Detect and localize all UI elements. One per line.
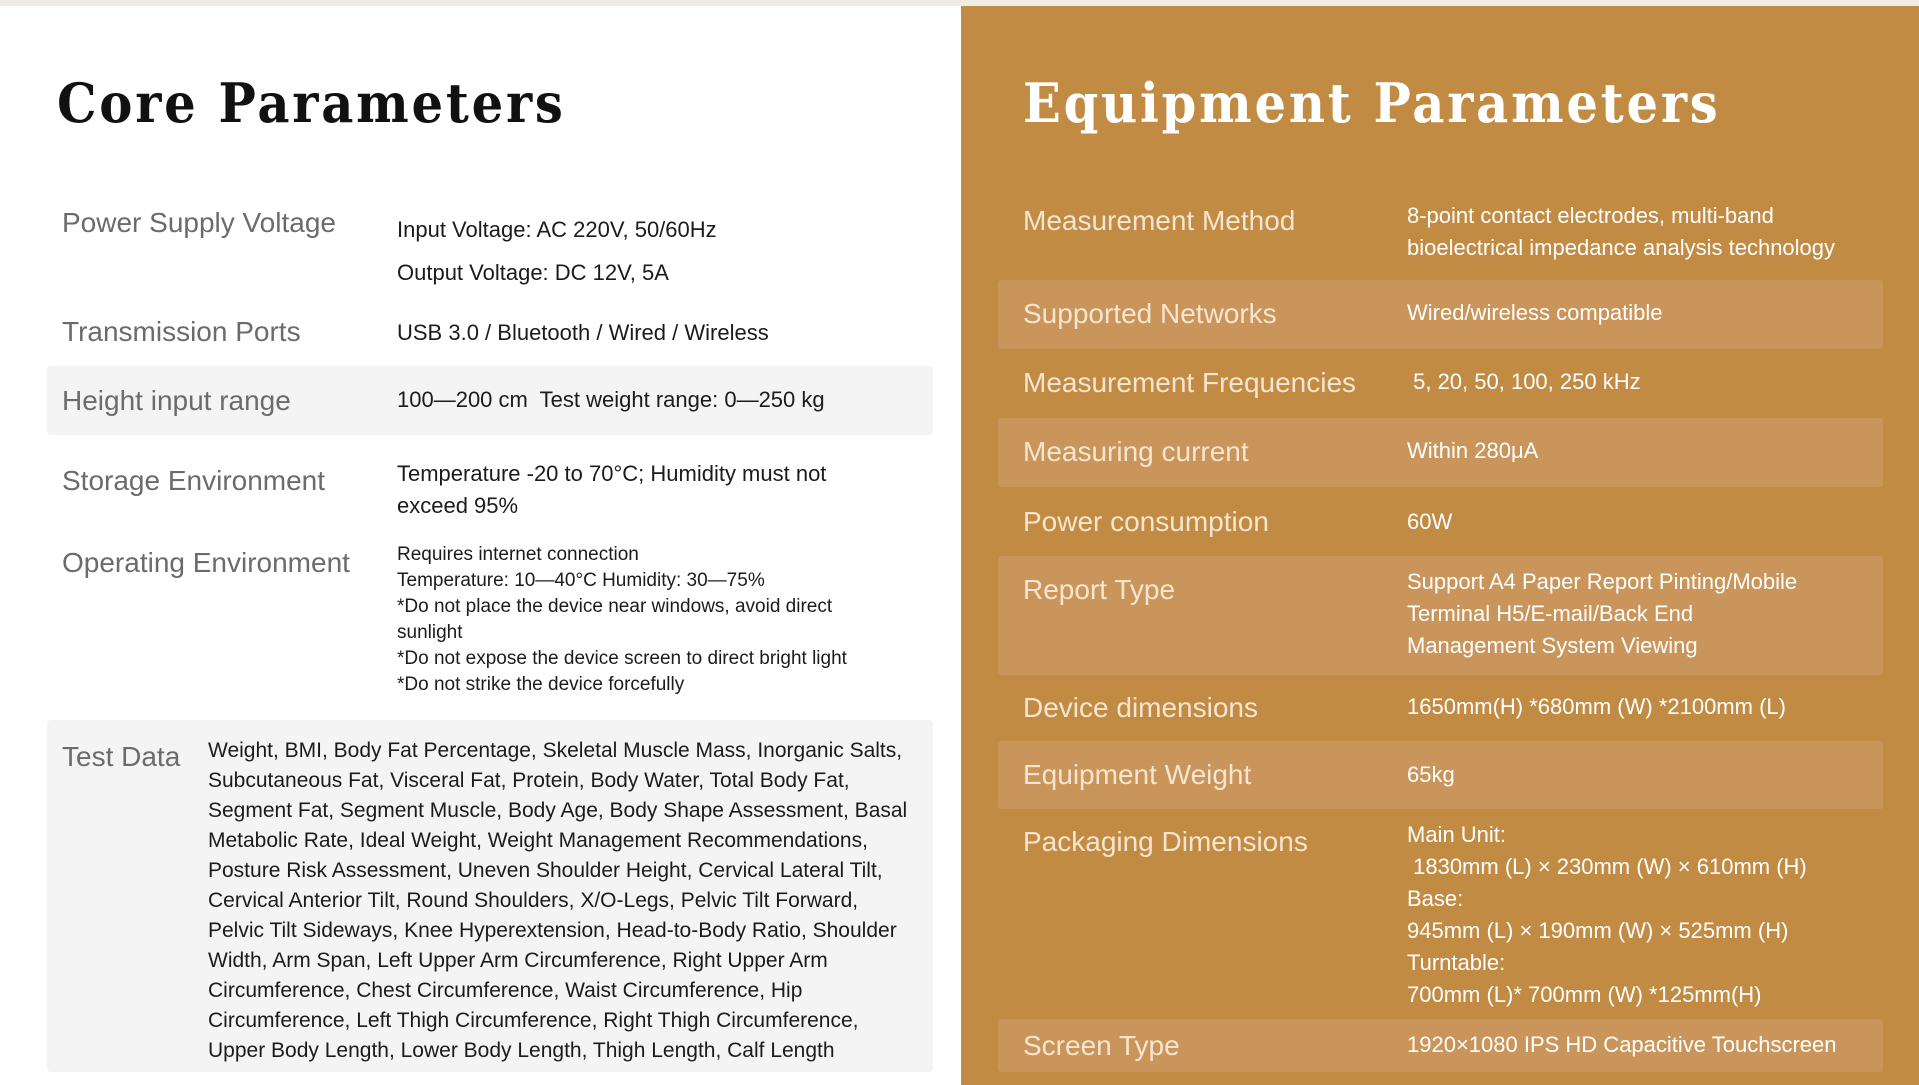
spec-label: Supported Networks <box>1023 298 1277 329</box>
spec-label: Report Type <box>1023 574 1176 605</box>
spec-value: Main Unit: 1830mm (L) × 230mm (W) × 610mm (H) Base: 945mm (L) × 190mm (W) × 525mm (H) Turntable: 700mm (L)* 700mm (W) *125mm(H) <box>1407 822 1807 1007</box>
spec-value: USB 3.0 / Bluetooth / Wired / Wireless <box>397 320 769 345</box>
spec-value: 100—200 cm Test weight range: 0—250 kg <box>397 387 825 412</box>
spec-value: Temperature -20 to 70°C; Humidity must not exceed 95% <box>397 461 827 518</box>
core-parameters-title: Core Parameters <box>57 71 566 135</box>
spec-value: Weight, BMI, Body Fat Percentage, Skeletal Muscle Mass, Inorganic Salts, Subcutaneous Fat, Visceral Fat, Protein, Body Water, Total Body Fat, Segment Fat, Segment Muscle, Body Age, Body Shape Assessment, Basal Metabolic Rate, Ideal Weight, Weight Management Recommendations, Posture Risk Assessment, Uneven Shoulder Height, Cervical Lateral Tilt, Cervical Anterior Tilt, Round Shoulders, X/O-Legs, Pelvic Tilt Forward, Pelvic Tilt Sideways, Knee Hyperextension, Head-to-Body Ratio, Shoulder Width, Arm Span, Left Upper Arm Circumference, Right Upper Arm Circumference, Chest Circumference, Waist Circumference, Hip Circumference, Left Thigh Circumference, Right Thigh Circumference, Upper Body Length, Lower Body Length, Thigh Length, Calf Length <box>208 739 908 1062</box>
spec-label: Screen Type <box>1023 1030 1180 1061</box>
spec-row-device-dimensions <box>998 675 1883 741</box>
spec-row-height-input-range <box>47 366 933 435</box>
equipment-parameters-panel <box>961 6 1919 1085</box>
spec-label: Power consumption <box>1023 506 1269 537</box>
spec-label: Storage Environment <box>62 465 326 496</box>
spec-label: Operating Environment <box>62 547 350 578</box>
spec-row-measurement-frequencies <box>998 349 1883 418</box>
spec-value: 5, 20, 50, 100, 250 kHz <box>1407 369 1641 394</box>
spec-row-packaging-dimensions <box>998 809 1883 1019</box>
spec-label: Height input range <box>62 385 291 416</box>
spec-value: Input Voltage: AC 220V, 50/60Hz Output Voltage: DC 12V, 5A <box>397 217 717 285</box>
spec-value: 1650mm(H) *680mm (W) *2100mm (L) <box>1407 694 1786 719</box>
spec-row-test-data <box>47 720 933 1072</box>
spec-label: Power Supply Voltage <box>62 207 336 238</box>
spec-label: Device dimensions <box>1023 692 1258 723</box>
spec-row-report-type <box>998 556 1883 675</box>
spec-row-supported-networks <box>998 280 1883 349</box>
spec-row-equipment-weight <box>998 741 1883 809</box>
spec-value: 60W <box>1407 509 1453 534</box>
spec-label: Transmission Ports <box>62 316 301 347</box>
spec-label: Equipment Weight <box>1023 759 1252 790</box>
spec-row-operating-environment <box>47 540 933 710</box>
core-parameters-panel <box>0 6 961 1085</box>
spec-label: Packaging Dimensions <box>1023 826 1308 857</box>
spec-row-screen-type <box>998 1019 1883 1072</box>
spec-value: Wired/wireless compatible <box>1407 300 1663 325</box>
spec-value: 1920×1080 IPS HD Capacitive Touchscreen <box>1407 1032 1837 1057</box>
spec-label: Measurement Method <box>1023 205 1296 236</box>
spec-row-power-supply-voltage <box>47 196 933 296</box>
spec-row-measurement-method <box>998 200 1883 278</box>
spec-row-measuring-current <box>998 418 1883 487</box>
equipment-parameters-title: Equipment Parameters <box>1023 71 1721 135</box>
spec-label: Test Data <box>62 741 181 772</box>
spec-row-power-consumption <box>998 487 1883 556</box>
spec-value: Within 280μA <box>1407 438 1539 463</box>
spec-value: 65kg <box>1407 762 1455 787</box>
spec-value: Support A4 Paper Report Pinting/Mobile Terminal H5/E-mail/Back End Management System Viewing <box>1407 569 1798 658</box>
spec-value: 8-point contact electrodes, multi-band bioelectrical impedance analysis technology <box>1407 203 1836 260</box>
spec-label: Measuring current <box>1023 436 1249 467</box>
spec-label: Measurement Frequencies <box>1023 367 1357 398</box>
spec-row-storage-environment <box>47 456 933 536</box>
spec-value: Requires internet connection Temperature: 10—40°C Humidity: 30—75% *Do not place the device near windows, avoid direct sunlight *Do not expose the device screen to direct bright light *Do not strike the device forcefully <box>397 544 847 695</box>
spec-row-transmission-ports <box>47 311 933 367</box>
